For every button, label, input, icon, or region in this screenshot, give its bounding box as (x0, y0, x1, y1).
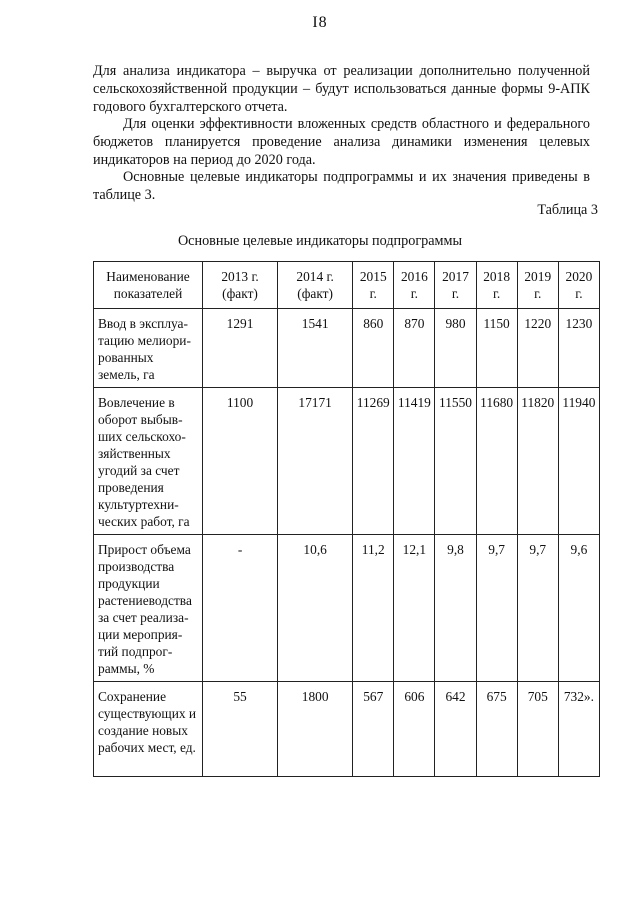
header-cell: 2020 г. (558, 262, 599, 309)
value-cell: 1800 (278, 682, 353, 777)
paragraph-3 (93, 168, 590, 204)
paragraph-1 (93, 62, 590, 116)
value-cell: 11269 (353, 388, 394, 535)
indicators-table (93, 261, 600, 777)
table-row (94, 682, 600, 777)
value-cell: 1230 (558, 309, 599, 388)
value-cell: 732». (558, 682, 599, 777)
header-cell: 2019 г. (517, 262, 558, 309)
indicator-name: Вовлечение в оборот выбыв-ших сельскохо-зяйственных угодий за счет проведения культуртехни-ческих работ, га (94, 388, 203, 535)
table-label: Таблица 3 (537, 202, 598, 218)
value-cell: 9,7 (476, 535, 517, 682)
value-cell: 11820 (517, 388, 558, 535)
header-cell: 2015 г. (353, 262, 394, 309)
table-row (94, 388, 600, 535)
value-cell: 705 (517, 682, 558, 777)
value-cell: 606 (394, 682, 435, 777)
value-cell: 1100 (203, 388, 278, 535)
header-cell: 2014 г. (факт) (278, 262, 353, 309)
header-cell: 2018 г. (476, 262, 517, 309)
value-cell: 860 (353, 309, 394, 388)
value-cell: 9,8 (435, 535, 476, 682)
header-cell: 2016 г. (394, 262, 435, 309)
value-cell: 567 (353, 682, 394, 777)
value-cell: 10,6 (278, 535, 353, 682)
header-cell: 2017 г. (435, 262, 476, 309)
value-cell: 11419 (394, 388, 435, 535)
page-number: I8 (312, 14, 328, 31)
value-cell: 17171 (278, 388, 353, 535)
indicator-name: Прирост объема производства продукции растениеводства за счет реализа-ции мероприя-тий подпрог-раммы, % (94, 535, 203, 682)
indicator-name: Ввод в эксплуа-тацию мелиори-рованных земель, га (94, 309, 203, 388)
value-cell: 1150 (476, 309, 517, 388)
value-cell: 870 (394, 309, 435, 388)
paragraph-2 (93, 115, 590, 169)
header-cell: Наименование показателей (94, 262, 203, 309)
paragraph-1-text: Для анализа индикатора – выручка от реализации дополнительно полученной сельскохозяйственной продукции – будут использоваться данные формы 9-АПК годового бухгалтерского отчета. (93, 63, 590, 115)
value-cell: - (203, 535, 278, 682)
value-cell: 11940 (558, 388, 599, 535)
header-cell: 2013 г. (факт) (203, 262, 278, 309)
value-cell: 1291 (203, 309, 278, 388)
paragraph-2-text: Для оценки эффективности вложенных средств областного и федерального бюджетов планируется проведение анализа динамики изменения целевых индикаторов на период до 2020 года. (93, 116, 590, 168)
table-row (94, 535, 600, 682)
table-row (94, 309, 600, 388)
table-header-row (94, 262, 600, 309)
value-cell: 642 (435, 682, 476, 777)
value-cell: 12,1 (394, 535, 435, 682)
value-cell: 9,7 (517, 535, 558, 682)
paragraph-3-text: Основные целевые индикаторы подпрограммы и их значения приведены в таблице 3. (93, 169, 590, 203)
value-cell: 9,6 (558, 535, 599, 682)
value-cell: 980 (435, 309, 476, 388)
value-cell: 675 (476, 682, 517, 777)
table-title: Основные целевые индикаторы подпрограммы (177, 233, 463, 249)
value-cell: 11550 (435, 388, 476, 535)
indicator-name: Сохранение существующих и создание новых рабочих мест, ед. (94, 682, 203, 777)
value-cell: 55 (203, 682, 278, 777)
value-cell: 1541 (278, 309, 353, 388)
value-cell: 11680 (476, 388, 517, 535)
value-cell: 11,2 (353, 535, 394, 682)
value-cell: 1220 (517, 309, 558, 388)
